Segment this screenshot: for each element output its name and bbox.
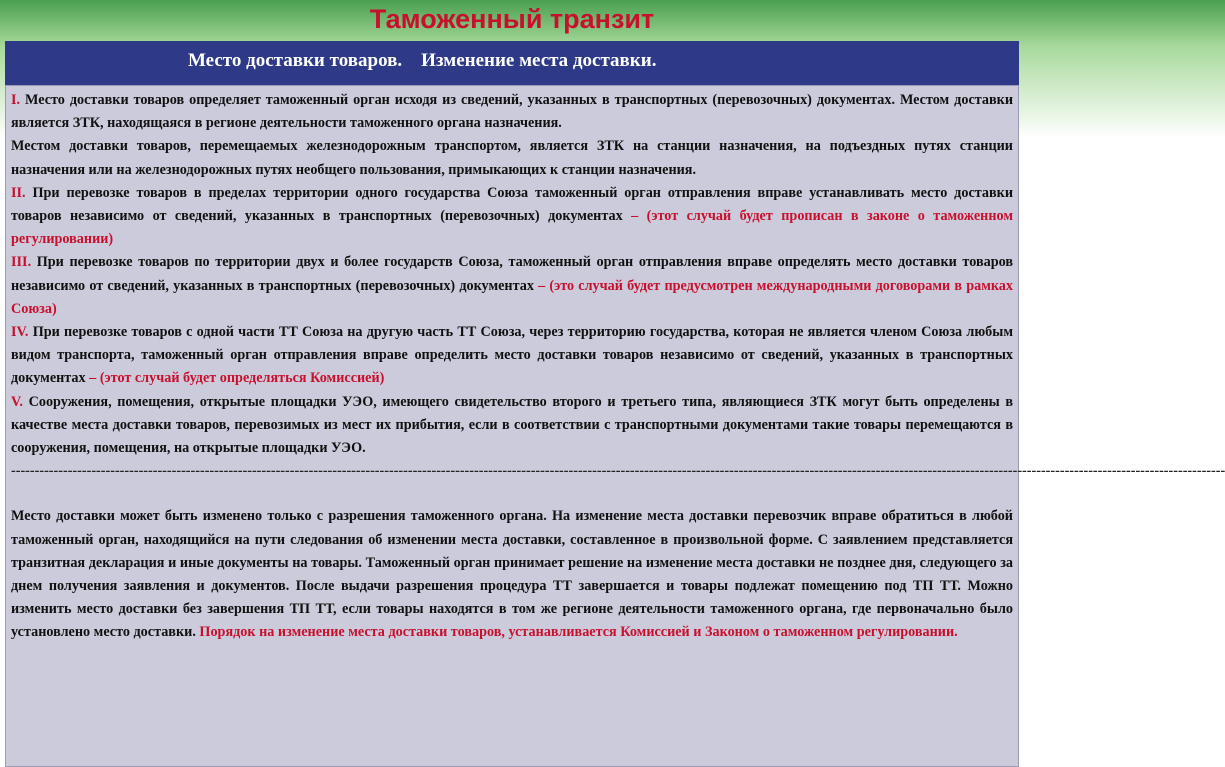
- item-note: – (этот случай будет прописан в законе о таможенном регулировании): [11, 208, 1013, 248]
- item-text: Место доставки товаров определяет таможенный орган исходя из сведений, указанных в транспортных (перевозочных) документах. Местом доставки является ЗТК, находящаяся в регионе деятельности таможенного органа назначения.: [11, 92, 1013, 132]
- paragraph-item-2: [11, 182, 1013, 252]
- item-note: – (это случай будет предусмотрен международными договорами в рамках Союза): [11, 277, 1013, 317]
- closing-text: Место доставки может быть изменено только с разрешения таможенного органа. На изменение места доставки перевозчик вправе обратиться в любой таможенный орган, находящийся на пути следования об изменении места доставки, составленное в произвольной форме. С заявлением представляется транзитная декларация и иные документы на товары. Таможенный орган принимает решение на изменение места доставки не позднее дня, следующего за днем получения заявления и документов. После выдачи разрешения процедура ТТ завершается и товары подлежат помещению под ТП ТТ. Можно изменить место доставки без завершения ТП ТТ, если товары находятся в том же регионе деятельности таможенного органа, где первоначально было установлено место доставки.: [11, 508, 1013, 641]
- spacer: [11, 483, 1013, 505]
- paragraph-item-3: [11, 251, 1013, 321]
- closing-paragraph: [11, 505, 1013, 644]
- paragraph-item-4: [11, 321, 1013, 391]
- item-text: При перевозке товаров в пределах территории одного государства Союза таможенный орган отправления вправе устанавливать место доставки товаров независимо от сведений, указанных в транспортных (перевозочных) документах: [11, 184, 1013, 225]
- item-number: V.: [11, 393, 23, 410]
- subtitle-text: Место доставки товаров. Изменение места доставки.: [188, 50, 657, 71]
- item-text: При перевозке товаров с одной части ТТ Союза на другую часть ТТ Союза, через территорию государства, которая не является членом Союза любым видом транспорта, таможенный орган отправления вправе определить место доставки товаров независимо от сведений, указанных в транспортных документах: [11, 324, 1013, 387]
- item-text: Местом доставки товаров, перемещаемых железнодорожным транспортом, является ЗТК на станции назначения, на подъездных путях станции назначения или на железнодорожных путях необщего пользования, примыкающих к станции назначения.: [11, 138, 1013, 178]
- paragraph-item-1: [11, 89, 1013, 135]
- subtitle-banner: [5, 41, 1019, 85]
- item-number: IV.: [11, 324, 29, 341]
- item-text: Сооружения, помещения, открытые площадки УЭО, имеющего свидетельство второго и третьего типа, являющиеся ЗТК могут быть определены в качестве места доставки товаров, перевозимых из мест их прибытия, если в соответствии с транспортными документами такие товары перемещаются в сооружения, помещения, на открытые площадки УЭО.: [11, 393, 1014, 457]
- paragraph-item-5: [11, 391, 1013, 461]
- item-number: I.: [11, 92, 21, 108]
- closing-note: Порядок на изменение места доставки товаров, устанавливается Комиссией и Законом о таможенном регулировании.: [199, 624, 958, 641]
- item-text: При перевозке товаров по территории двух и более государств Союза, таможенный орган отправления вправе определять место доставки товаров независимо от сведений, указанных в транспортных (перевозочных) документах: [11, 254, 1013, 294]
- content-panel: [5, 85, 1225, 767]
- item-number: II.: [11, 184, 26, 201]
- divider-line: -----------------------------------------------------------------------------------------------------------------------------------------------------------------------------------------------------------------------------------------------------------------: [11, 463, 1225, 480]
- slide-title: Таможенный транзит: [369, 4, 655, 34]
- paragraph-item-1b: [11, 135, 1013, 181]
- item-number: III.: [11, 254, 32, 271]
- item-note: – (этот случай будет определяться Комиссией): [89, 370, 385, 387]
